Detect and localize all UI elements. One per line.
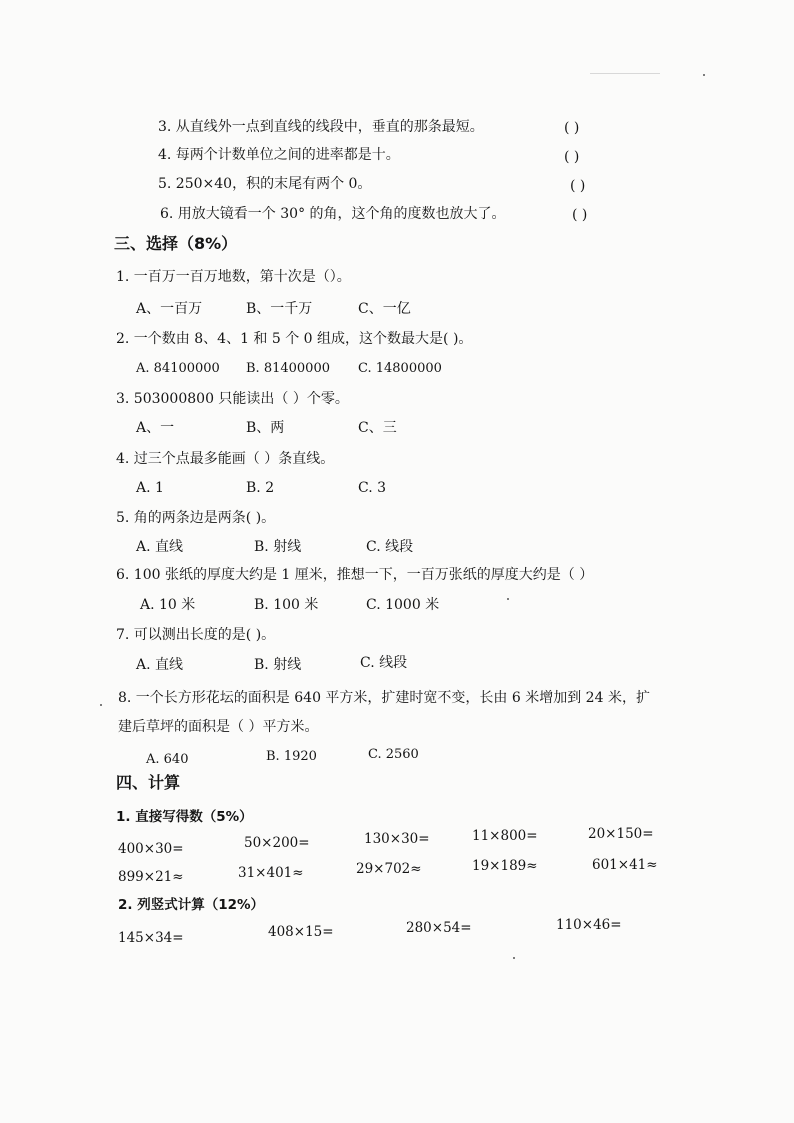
scan-speck [513,957,515,959]
choice-6-option-a[interactable]: A. 10 米 [140,597,196,613]
choice-3-option-b[interactable]: B、两 [246,420,285,436]
oral-calc-item: 20×150= [588,826,654,842]
estimate-item: 19×189≈ [472,858,538,874]
choice-4-option-b[interactable]: B. 2 [246,480,275,496]
choice-question-6: 6. 100 张纸的厚度大约是 1 厘米，推想一下，一百万张纸的厚度大约是（ ） [116,567,594,583]
choice-2-option-a[interactable]: A. 84100000 [136,361,220,376]
judge-item-3: 3. 从直线外一点到直线的线段中，垂直的那条最短。 [158,119,484,135]
choice-2-option-c[interactable]: C. 14800000 [358,361,442,376]
scan-speck [703,74,705,76]
choice-question-5: 5. 角的两条边是两条( )。 [116,510,276,526]
choice-question-1: 1. 一百万一百万地数，第十次是（）。 [116,269,351,285]
choice-3-option-c[interactable]: C、三 [358,420,397,436]
calc-part-1-title: 1. 直接写得数（5%） [116,809,253,825]
choice-8-option-a[interactable]: A. 640 [146,752,189,767]
judge-item-6: 6. 用放大镜看一个 30° 的角，这个角的度数也放大了。 [160,206,506,222]
choice-7-option-a[interactable]: A. 直线 [136,657,184,673]
choice-7-option-b[interactable]: B. 射线 [254,657,302,673]
choice-5-option-c[interactable]: C. 线段 [366,539,414,555]
oral-calc-item: 11×800= [472,828,538,844]
choice-7-option-c[interactable]: C. 线段 [360,655,408,671]
vertical-calc-item: 110×46= [556,917,622,933]
judge-item-5: 5. 250×40，积的末尾有两个 0。 [158,176,372,192]
choice-4-option-c[interactable]: C. 3 [358,480,387,496]
vertical-calc-item: 145×34= [118,930,184,946]
estimate-item: 31×401≈ [238,865,304,881]
oral-calc-item: 50×200= [244,835,310,851]
judge-paren-4[interactable]: ( ) [564,149,580,165]
choice-5-option-a[interactable]: A. 直线 [136,539,184,555]
estimate-item: 29×702≈ [356,861,422,877]
section-3-title: 三、选择（8%） [114,234,238,253]
choice-question-8-cont: 建后草坪的面积是（ ）平方米。 [118,719,319,735]
choice-3-option-a[interactable]: A、一 [136,420,175,436]
judge-item-4: 4. 每两个计数单位之间的进率都是十。 [158,147,400,163]
choice-6-option-c[interactable]: C. 1000 米 [366,597,440,613]
choice-question-2: 2. 一个数由 8、4、1 和 5 个 0 组成，这个数最大是( )。 [116,331,473,347]
choice-1-option-a[interactable]: A、一百万 [136,301,203,317]
choice-6-option-b[interactable]: B. 100 米 [254,597,319,613]
section-4-title: 四、计算 [116,773,181,792]
estimate-item: 899×21≈ [118,869,184,885]
judge-paren-3[interactable]: ( ) [564,120,580,136]
oral-calc-item: 400×30= [118,841,184,857]
judge-paren-6[interactable]: ( ) [572,207,588,223]
choice-1-option-c[interactable]: C、一亿 [358,301,411,317]
scan-speck [100,704,102,706]
judge-paren-5[interactable]: ( ) [570,178,586,194]
choice-4-option-a[interactable]: A. 1 [136,480,164,496]
choice-2-option-b[interactable]: B. 81400000 [246,361,330,376]
choice-1-option-b[interactable]: B、一千万 [246,301,313,317]
choice-question-7: 7. 可以测出长度的是( )。 [116,627,276,643]
scan-mark [590,73,660,74]
estimate-item: 601×41≈ [592,857,658,873]
choice-8-option-b[interactable]: B. 1920 [266,749,317,764]
choice-question-8: 8. 一个长方形花坛的面积是 640 平方米，扩建时宽不变，长由 6 米增加到 24 米，扩 [118,690,650,706]
oral-calc-item: 130×30= [364,831,430,847]
scan-speck [507,598,509,600]
calc-part-2-title: 2. 列竖式计算（12%） [118,897,265,913]
vertical-calc-item: 280×54= [406,920,472,936]
choice-5-option-b[interactable]: B. 射线 [254,539,302,555]
vertical-calc-item: 408×15= [268,924,334,940]
choice-question-4: 4. 过三个点最多能画（ ）条直线。 [116,451,335,467]
choice-question-3: 3. 503000800 只能读出（ ）个零。 [116,391,349,407]
choice-8-option-c[interactable]: C. 2560 [368,747,419,762]
